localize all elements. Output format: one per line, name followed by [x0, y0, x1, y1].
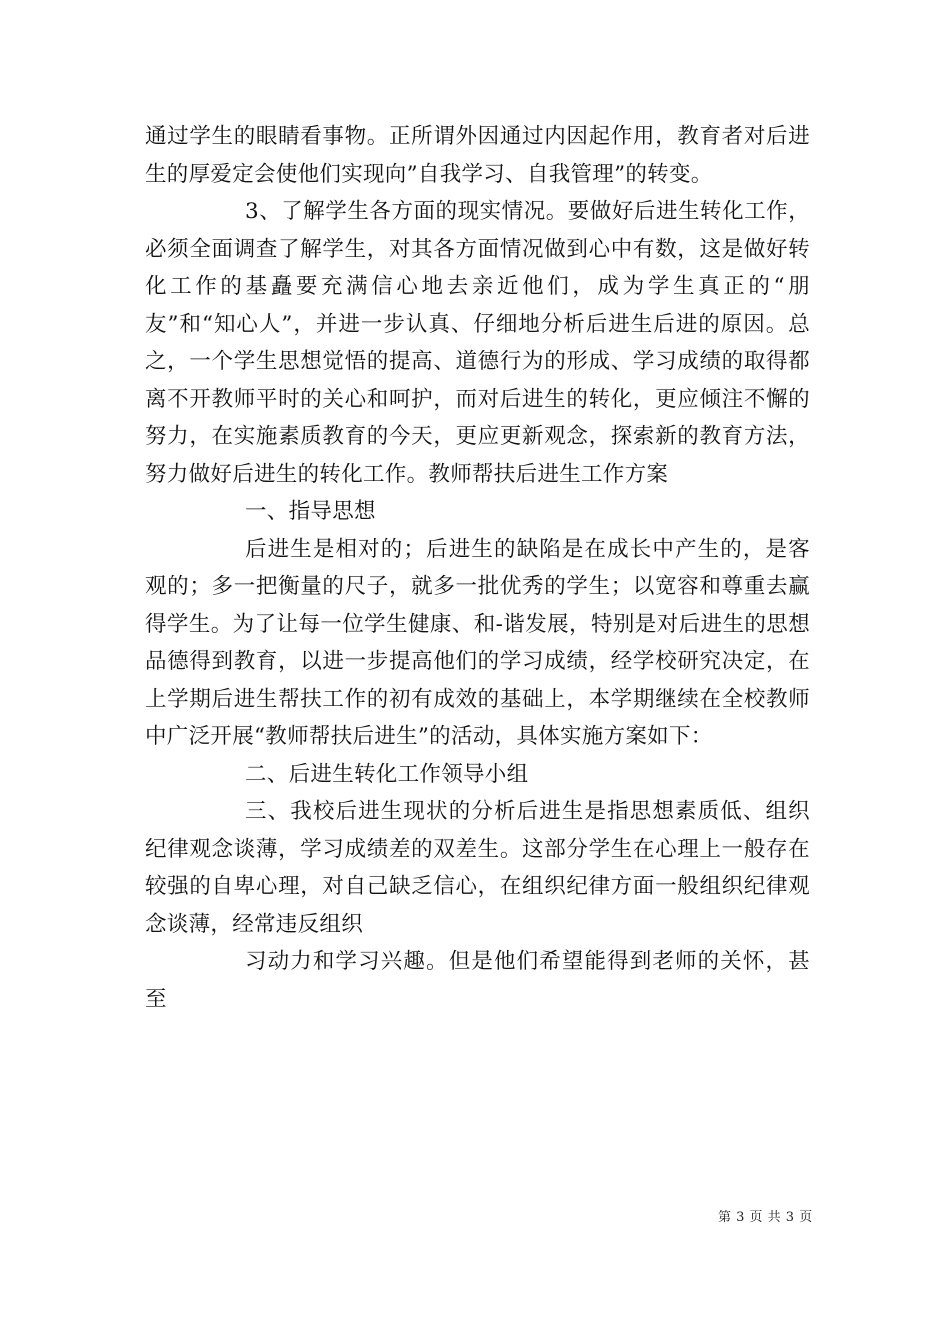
- paragraph-status-analysis: 三、我校后进生现状的分析后进生是指思想素质低、组织纪律观念谈薄，学习成绩差的双差生。这部分学生在心理上一般存在较强的自卑心理，对自己缺乏信心，在组织纪律方面一般组织纪律观念谈薄，经常违反组织: [145, 799, 810, 937]
- paragraph-final-fragment: 习动力和学习兴趣。但是他们希望能得到老师的关怀，甚至: [145, 949, 810, 1012]
- heading-guiding-thought: 一、指导思想: [245, 499, 376, 524]
- document-body: [145, 118, 810, 1018]
- paragraph-point-3: 3、了解学生各方面的现实情况。要做好后进生转化工作，必须全面调查了解学生，对其各方面情况做到心中有数，这是做好转化工作的基矗要充满信心地去亲近他们，成为学生真正的“朋友”和“知心人”，并进一步认真、仔细地分析后进生后进的原因。总之，一个学生思想觉悟的提高、道德行为的形成、学习成绩的取得都离不开教师平时的关心和呵护，而对后进生的转化，更应倾注不懈的努力，在实施素质教育的今天，更应更新观念，探索新的教育方法，努力做好后进生的转化工作。教师帮扶后进生工作方案: [145, 199, 810, 487]
- page-number-footer: 第 3 页 共 3 页: [718, 1210, 813, 1225]
- paragraph-guiding-thought: 后进生是相对的；后进生的缺陷是在成长中产生的，是客观的；多一把衡量的尺子，就多一批优秀的学生；以宽容和尊重去赢得学生。为了让每一位学生健康、和-谐发展，特别是对后进生的思想品德得到教育，以进一步提高他们的学习成绩，经学校研究决定，在上学期后进生帮扶工作的初有成效的基础上，本学期继续在全校教师中广泛开展“教师帮扶后进生”的活动，具体实施方案如下：: [145, 536, 810, 749]
- paragraph-continuation: 通过学生的眼睛看事物。正所谓外因通过内因起作用，教育者对后进生的厚爱定会使他们实现向”自我学习、自我管理”的转变。: [145, 124, 810, 187]
- heading-leadership-group: 二、后进生转化工作领导小组: [245, 761, 529, 787]
